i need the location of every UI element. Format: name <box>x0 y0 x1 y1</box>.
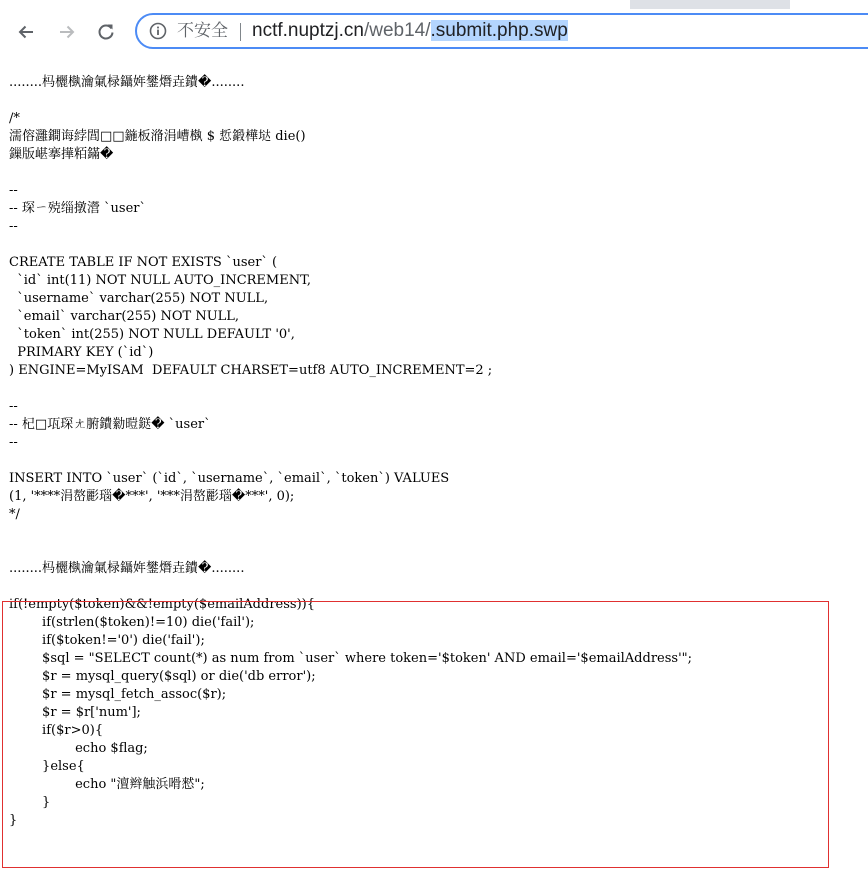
info-icon[interactable] <box>149 22 167 40</box>
source-line: -- 琛ㄧ殑缁撴瀯 `user` <box>9 201 147 216</box>
source-line: -- <box>9 399 18 414</box>
source-line: 濡傛灉鐧诲綍閭□□鍦板潃涓嶆槸 $ 悊鍛樺垯 die() <box>9 129 306 144</box>
code-highlight-box <box>2 601 829 868</box>
source-line: -- 杞□瓨琛ㄤ腑鐨勬暟鎹� `user` <box>9 417 211 432</box>
source-line: */ <box>9 507 20 522</box>
source-line <box>9 56 864 74</box>
source-line <box>9 578 864 596</box>
source-line <box>9 452 864 470</box>
source-line: 鏁版嵁搴撶粨鏋� <box>9 147 114 162</box>
tab-strip <box>0 0 868 9</box>
source-line: ........杩欐槸瀹氭椂鑷姩鐢熸垚鐨�........ <box>9 75 245 90</box>
source-line: `email` varchar(255) NOT NULL, <box>9 309 240 324</box>
active-tab-edge[interactable] <box>0 0 630 9</box>
security-status-label[interactable]: 不安全 <box>177 21 228 41</box>
source-line: `id` int(11) NOT NULL AUTO_INCREMENT, <box>9 273 311 288</box>
source-line: -- <box>9 219 18 234</box>
source-line: } <box>9 795 51 810</box>
source-line: if(strlen($token)!=10) die('fail'); <box>9 615 255 630</box>
source-line: echo "澶辫触浜嗗憖"; <box>9 777 205 792</box>
forward-arrow-icon <box>57 22 77 42</box>
source-line: $r = $r['num']; <box>9 705 141 720</box>
source-line <box>9 92 864 110</box>
address-bar[interactable] <box>135 13 868 49</box>
source-line <box>9 380 864 398</box>
source-line: if(!empty($token)&&!empty($emailAddress)){ <box>9 597 315 612</box>
source-line: }else{ <box>9 759 85 774</box>
source-line: INSERT INTO `user` (`id`, `username`, `email`, `token`) VALUES <box>9 471 450 486</box>
forward-button[interactable] <box>55 20 79 44</box>
source-line: $r = mysql_fetch_assoc($r); <box>9 687 227 702</box>
omnibox-divider <box>240 23 241 41</box>
source-line: CREATE TABLE IF NOT EXISTS `user` ( <box>9 255 278 270</box>
source-line: `token` int(255) NOT NULL DEFAULT '0', <box>9 327 295 342</box>
reload-icon <box>96 22 116 42</box>
browser-toolbar <box>0 9 868 55</box>
source-line: } <box>9 813 18 828</box>
source-line <box>9 524 864 542</box>
url-path: /web14/ <box>363 20 431 41</box>
source-line: echo $flag; <box>9 741 148 756</box>
source-line: -- <box>9 435 18 450</box>
source-line: $r = mysql_query($sql) or die('db error'); <box>9 669 316 684</box>
source-line: /* <box>9 111 20 126</box>
source-line: $sql = "SELECT count(*) as num from `user` where token='$token' AND email='$emailAddress'"; <box>9 651 693 666</box>
source-line <box>9 164 864 182</box>
reload-button[interactable] <box>94 20 118 44</box>
back-button[interactable] <box>14 20 38 44</box>
url-text[interactable] <box>252 20 568 42</box>
source-line: if($r>0){ <box>9 723 104 738</box>
back-arrow-icon <box>16 22 36 42</box>
source-line <box>9 542 864 560</box>
source-line: ) ENGINE=MyISAM DEFAULT CHARSET=utf8 AUTO_INCREMENT=2 ; <box>9 363 493 378</box>
source-line: ........杩欐槸瀹氭椂鑷姩鐢熸垚鐨�........ <box>9 561 245 576</box>
url-selected-text: .submit.php.swp <box>430 20 568 41</box>
url-host: nctf.nuptzj.cn <box>252 20 364 41</box>
source-line: PRIMARY KEY (`id`) <box>9 345 154 360</box>
source-line <box>9 236 864 254</box>
new-tab-edge[interactable] <box>790 0 868 9</box>
source-line: -- <box>9 183 18 198</box>
source-line: (1, '****涓嶅彲瑙�***', '***涓嶅彲瑙�***', 0); <box>9 489 295 504</box>
source-line: `username` varchar(255) NOT NULL, <box>9 291 269 306</box>
source-line: if($token!='0') die('fail'); <box>9 633 205 648</box>
